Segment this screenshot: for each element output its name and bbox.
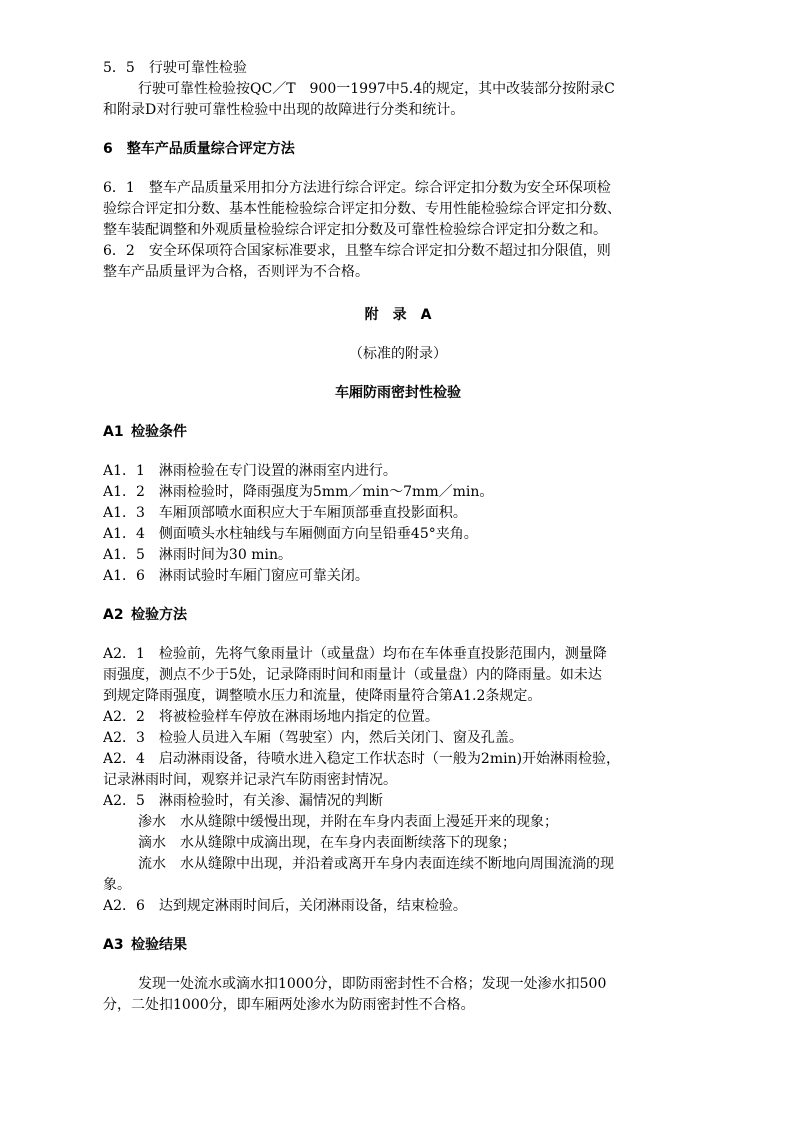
section-5-5-title: 5．5 行驶可靠性检验 [103, 60, 247, 76]
appendix-title: 附 录 A [364, 307, 432, 323]
document-page [103, 58, 693, 1016]
section-5-5-paragraph-line-1: 行驶可靠性检验按QC／T 900一1997中5.4的规定，其中改装部分按附录C [138, 81, 615, 97]
a2-1-line-1: A2．1 检验前，先将气象雨量计（或量盘）均布在车体垂直投影范围内，测量降 [103, 646, 607, 662]
section-6-1-line-1: 6．1 整车产品质量采用扣分方法进行综合评定。综合评定扣分数为安全环保项检 [103, 180, 611, 196]
a2-5-dripping: 滴水 水从缝隙中成滴出现，在车身内表面断续落下的现象； [138, 835, 516, 851]
section-6-1-line-3: 整车装配调整和外观质量检验综合评定扣分数及可靠性检验综合评定扣分数之和。 [103, 222, 607, 238]
a1-item: A1．1 淋雨检验在专门设置的淋雨室内进行。 [103, 463, 397, 479]
appendix-subtitle: （标准的附录） [349, 346, 447, 362]
a2-heading: A2 检验方法 [103, 607, 187, 623]
a2-4-line-1: A2．4 启动淋雨设备，待喷水进入稳定工作状态时（一般为2min)开始淋雨检验， [103, 751, 621, 767]
section-6-1-line-2: 验综合评定扣分数、基本性能检验综合评定扣分数、专用性能检验综合评定扣分数、 [103, 201, 621, 217]
section-5-5-paragraph-line-2: 和附录D对行驶可靠性检验中出现的故障进行分类和统计。 [103, 102, 465, 118]
a2-1-line-3: 到规定降雨强度，调整喷水压力和流量，使降雨量符合第A1.2条规定。 [103, 688, 542, 704]
a2-5-seepage: 渗水 水从缝隙中缓慢出现，并附在车身内表面上漫延开来的现象； [138, 814, 558, 830]
section-6-2-line-2: 整车产品质量评为合格，否则评为不合格。 [103, 264, 369, 280]
appendix-name: 车厢防雨密封性检验 [335, 385, 461, 401]
a2-2: A2．2 将被检验样车停放在淋雨场地内指定的位置。 [103, 709, 439, 725]
a1-item: A1．5 淋雨时间为30 min。 [103, 547, 292, 563]
a1-item: A1．3 车厢顶部喷水面积应大于车厢顶部垂直投影面积。 [103, 505, 467, 521]
section-6-heading: 6 整车产品质量综合评定方法 [103, 141, 295, 157]
a1-heading: A1 检验条件 [103, 424, 187, 440]
a2-5: A2．5 淋雨检验时，有关渗、漏情况的判断 [103, 793, 383, 809]
a1-item: A1．4 侧面喷头水柱轴线与车厢侧面方向呈铅垂45°夹角。 [103, 526, 478, 542]
a1-item: A1．2 淋雨检验时，降雨强度为5mm／min～7mm／min。 [103, 484, 494, 500]
a2-6: A2．6 达到规定淋雨时间后，关闭淋雨设备，结束检验。 [103, 898, 467, 914]
a2-1-line-2: 雨强度，测点不少于5处，记录降雨时间和雨量计（或量盘）内的降雨量。如未达 [103, 667, 602, 683]
a3-paragraph-line-2: 分，二处扣1000分，即车厢两处渗水为防雨密封性不合格。 [103, 997, 475, 1013]
a2-5-flowing-line-2: 象。 [103, 877, 131, 893]
a2-5-flowing-line-1: 流水 水从缝隙中出现，并沿着或离开车身内表面连续不断地向周围流淌的现 [138, 856, 614, 872]
a3-paragraph-line-1: 发现一处流水或滴水扣1000分，即防雨密封性不合格；发现一处渗水扣500 [138, 976, 607, 992]
a2-3: A2．3 检验人员进入车厢（驾驶室）内，然后关闭门、窗及孔盖。 [103, 730, 523, 746]
a1-item: A1．6 淋雨试验时车厢门窗应可靠关闭。 [103, 568, 369, 584]
section-6-2-line-1: 6．2 安全环保项符合国家标准要求，且整车综合评定扣分数不超过扣分限值，则 [103, 243, 611, 259]
a2-4-line-2: 记录淋雨时间，观察并记录汽车防雨密封情况。 [103, 772, 397, 788]
a3-heading: A3 检验结果 [103, 937, 187, 953]
